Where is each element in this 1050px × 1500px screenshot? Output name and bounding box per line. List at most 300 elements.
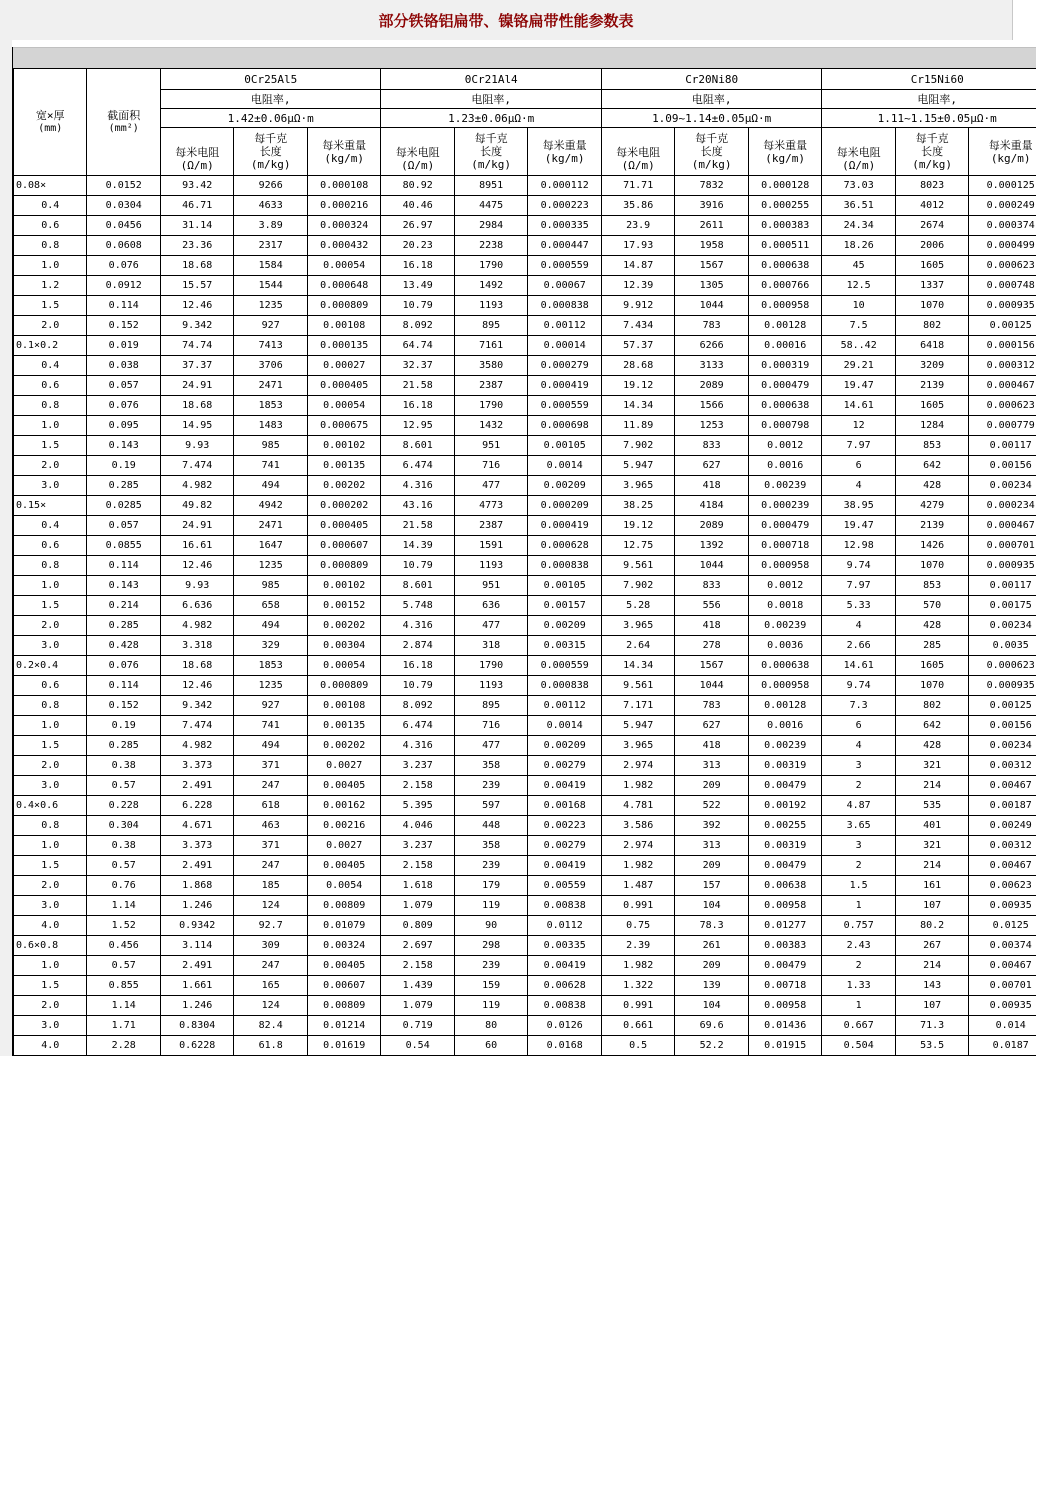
value-cell: 4.316 (381, 736, 454, 756)
table-row (14, 556, 1037, 576)
value-cell: 618 (234, 796, 307, 816)
value-cell: 4.87 (822, 796, 895, 816)
value-cell: 14.34 (601, 396, 674, 416)
table-row (14, 796, 1037, 816)
value-cell: 401 (895, 816, 968, 836)
value-cell: 2.974 (601, 756, 674, 776)
value-cell: 358 (454, 836, 527, 856)
value-cell: 13.49 (381, 276, 454, 296)
value-cell: 0.000255 (748, 196, 822, 216)
value-cell: 37.37 (160, 356, 233, 376)
value-cell: 1.246 (160, 996, 233, 1016)
table-row (14, 936, 1037, 956)
value-cell: 49.82 (160, 496, 233, 516)
value-cell: 951 (454, 436, 527, 456)
size-cell: 1.0 (14, 416, 87, 436)
value-cell: 3.373 (160, 756, 233, 776)
value-cell: 247 (234, 776, 307, 796)
value-cell: 0.667 (822, 1016, 895, 1036)
sub-header-length (234, 128, 307, 176)
value-cell: 124 (234, 996, 307, 1016)
table-row (14, 776, 1037, 796)
value-cell: 32.37 (381, 356, 454, 376)
size-cell: 3.0 (14, 896, 87, 916)
sub-header-weight (969, 128, 1036, 176)
value-cell: 143 (895, 976, 968, 996)
value-cell: 9.93 (160, 436, 233, 456)
value-cell: 5.748 (381, 596, 454, 616)
table-row (14, 856, 1037, 876)
sub-header-resistance (160, 128, 233, 176)
value-cell: 247 (234, 956, 307, 976)
table-viewport (13, 68, 1036, 1056)
value-cell: 0.00112 (528, 316, 602, 336)
value-cell: 895 (454, 696, 527, 716)
left-gutter (0, 40, 12, 1056)
size-cell: 1.5 (14, 856, 87, 876)
size-cell: 0.6 (14, 376, 87, 396)
value-cell: 45 (822, 256, 895, 276)
table-row (14, 456, 1037, 476)
value-cell: 80 (454, 1016, 527, 1036)
grade-header-4: Cr15Ni60 (822, 69, 1036, 90)
value-cell: 80.2 (895, 916, 968, 936)
value-cell: 19.12 (601, 516, 674, 536)
value-cell: 0.000249 (969, 196, 1036, 216)
value-cell: 1605 (895, 396, 968, 416)
value-cell: 642 (895, 456, 968, 476)
value-cell: 38.95 (822, 496, 895, 516)
sub-header-weight (307, 128, 381, 176)
value-cell: 0.00234 (969, 736, 1036, 756)
value-cell: 716 (454, 456, 527, 476)
value-cell: 0.00202 (307, 476, 381, 496)
value-cell: 0.00467 (969, 856, 1036, 876)
value-cell: 2387 (454, 516, 527, 536)
value-cell: 57.37 (601, 336, 674, 356)
value-cell: 1193 (454, 556, 527, 576)
value-cell: 60 (454, 1036, 527, 1056)
value-cell: 6266 (675, 336, 748, 356)
value-cell: 570 (895, 596, 968, 616)
sub-header-weight-unit: (kg/m) (990, 151, 1031, 165)
area-cell: 0.0912 (87, 276, 160, 296)
value-cell: 0.0187 (969, 1036, 1036, 1056)
value-cell: 7.434 (601, 316, 674, 336)
table-row (14, 296, 1037, 316)
value-cell: 2.491 (160, 956, 233, 976)
resistivity-value-1: 1.42±0.06μΩ·m (160, 109, 380, 128)
value-cell: 0.01277 (748, 916, 822, 936)
value-cell: 0.000467 (969, 376, 1036, 396)
value-cell: 0.00187 (969, 796, 1036, 816)
value-cell: 0.000374 (969, 216, 1036, 236)
value-cell: 1044 (675, 676, 748, 696)
value-cell: 5.28 (601, 596, 674, 616)
sub-header-length (454, 128, 527, 176)
value-cell: 239 (454, 956, 527, 976)
value-cell: 0.00315 (528, 636, 602, 656)
value-cell: 1.079 (381, 996, 454, 1016)
value-cell: 14.95 (160, 416, 233, 436)
value-cell: 3706 (234, 356, 307, 376)
value-cell: 0.00419 (528, 856, 602, 876)
value-cell: 69.6 (675, 1016, 748, 1036)
value-cell: 18.68 (160, 256, 233, 276)
value-cell: 43.16 (381, 496, 454, 516)
value-cell: 0.00935 (969, 996, 1036, 1016)
value-cell: 0.000935 (969, 676, 1036, 696)
value-cell: 0.0126 (528, 1016, 602, 1036)
value-cell: 0.0168 (528, 1036, 602, 1056)
value-cell: 1.5 (822, 876, 895, 896)
value-cell: 0.00117 (969, 576, 1036, 596)
value-cell: 321 (895, 756, 968, 776)
value-cell: 1044 (675, 296, 748, 316)
value-cell: 7.97 (822, 576, 895, 596)
size-cell: 3.0 (14, 1016, 87, 1036)
sub-header-length-label-1: 每千克 (915, 132, 949, 145)
value-cell: 0.00156 (969, 456, 1036, 476)
value-cell: 2.158 (381, 956, 454, 976)
value-cell: 4773 (454, 496, 527, 516)
value-cell: 0.00162 (307, 796, 381, 816)
value-cell: 0.0125 (969, 916, 1036, 936)
value-cell: 2.158 (381, 776, 454, 796)
sub-header-resistance (381, 128, 454, 176)
value-cell: 0.000809 (307, 556, 381, 576)
value-cell: 2.874 (381, 636, 454, 656)
value-cell: 12.46 (160, 296, 233, 316)
value-cell: 0.00054 (307, 256, 381, 276)
value-cell: 107 (895, 996, 968, 1016)
area-cell: 0.0855 (87, 536, 160, 556)
table-row (14, 836, 1037, 856)
value-cell: 9266 (234, 176, 307, 196)
value-cell: 0.00718 (748, 976, 822, 996)
value-cell: 74.74 (160, 336, 233, 356)
value-cell: 3 (822, 836, 895, 856)
value-cell: 8.092 (381, 696, 454, 716)
value-cell: 239 (454, 856, 527, 876)
table-row (14, 216, 1037, 236)
value-cell: 7.5 (822, 316, 895, 336)
value-cell: 9.74 (822, 556, 895, 576)
value-cell: 23.9 (601, 216, 674, 236)
value-cell: 38.25 (601, 496, 674, 516)
sub-header-resistance-label: 每米电阻 (175, 145, 220, 159)
value-cell: 1492 (454, 276, 527, 296)
size-cell: 3.0 (14, 476, 87, 496)
value-cell: 0.000128 (748, 176, 822, 196)
value-cell: 927 (234, 696, 307, 716)
value-cell: 0.000638 (748, 396, 822, 416)
header-row-resistivity-label (14, 90, 1037, 109)
value-cell: 1.661 (160, 976, 233, 996)
table-row (14, 636, 1037, 656)
value-cell: 0.00335 (528, 936, 602, 956)
value-cell: 0.00809 (307, 996, 381, 1016)
value-cell: 1.982 (601, 776, 674, 796)
sub-header-resistance-unit: (Ω/m) (401, 158, 435, 172)
sub-header-length-unit: (m/kg) (912, 158, 953, 171)
value-cell: 448 (454, 816, 527, 836)
value-cell: 0.000935 (969, 296, 1036, 316)
value-cell: 1235 (234, 676, 307, 696)
area-cell: 0.019 (87, 336, 160, 356)
value-cell: 2.697 (381, 936, 454, 956)
value-cell: 18.68 (160, 656, 233, 676)
value-cell: 0.6228 (160, 1036, 233, 1056)
table-row (14, 236, 1037, 256)
value-cell: 14.61 (822, 656, 895, 676)
resistivity-value-3: 1.09~1.14±0.05μΩ·m (601, 109, 821, 128)
value-cell: 0.5 (601, 1036, 674, 1056)
area-cell: 0.57 (87, 776, 160, 796)
table-row (14, 476, 1037, 496)
value-cell: 1.079 (381, 896, 454, 916)
value-cell: 1235 (234, 556, 307, 576)
area-cell: 0.855 (87, 976, 160, 996)
value-cell: 0.000958 (748, 676, 822, 696)
value-cell: 0.00112 (528, 696, 602, 716)
sub-header-length-label-2: 长度 (480, 145, 503, 158)
value-cell: 12.75 (601, 536, 674, 556)
value-cell: 0.00209 (528, 736, 602, 756)
value-cell: 185 (234, 876, 307, 896)
value-cell: 0.000838 (528, 296, 602, 316)
value-cell: 12.46 (160, 676, 233, 696)
value-cell: 0.00559 (528, 876, 602, 896)
value-cell: 209 (675, 956, 748, 976)
value-cell: 46.71 (160, 196, 233, 216)
value-cell: 4 (822, 476, 895, 496)
value-cell: 0.00809 (307, 896, 381, 916)
value-cell: 9.93 (160, 576, 233, 596)
value-cell: 78.3 (675, 916, 748, 936)
value-cell: 7.171 (601, 696, 674, 716)
value-cell: 9.912 (601, 296, 674, 316)
value-cell: 0.00117 (969, 436, 1036, 456)
value-cell: 161 (895, 876, 968, 896)
value-cell: 6.228 (160, 796, 233, 816)
value-cell: 11.89 (601, 416, 674, 436)
size-cell: 2.0 (14, 616, 87, 636)
sub-header-resistance-unit: (Ω/m) (180, 158, 214, 172)
table-row (14, 716, 1037, 736)
value-cell: 0.00312 (969, 836, 1036, 856)
value-cell: 214 (895, 956, 968, 976)
value-cell: 0.000335 (528, 216, 602, 236)
size-cell: 1.2 (14, 276, 87, 296)
value-cell: 0.00209 (528, 616, 602, 636)
value-cell: 12.95 (381, 416, 454, 436)
value-cell: 783 (675, 316, 748, 336)
value-cell: 9.74 (822, 676, 895, 696)
value-cell: 1 (822, 996, 895, 1016)
size-header-unit: (mm) (38, 123, 63, 134)
value-cell: 12.46 (160, 556, 233, 576)
value-cell: 2139 (895, 376, 968, 396)
value-cell: 741 (234, 456, 307, 476)
value-cell: 0.000648 (307, 276, 381, 296)
size-cell: 1.5 (14, 596, 87, 616)
value-cell: 418 (675, 476, 748, 496)
sub-header-length-label-1: 每千克 (695, 132, 729, 145)
value-cell: 3.586 (601, 816, 674, 836)
value-cell: 463 (234, 816, 307, 836)
value-cell: 10.79 (381, 676, 454, 696)
area-cell: 0.428 (87, 636, 160, 656)
value-cell: 833 (675, 576, 748, 596)
table-row (14, 256, 1037, 276)
value-cell: 4942 (234, 496, 307, 516)
size-cell: 4.0 (14, 1036, 87, 1056)
value-cell: 0.000779 (969, 416, 1036, 436)
value-cell: 21.58 (381, 376, 454, 396)
value-cell: 1253 (675, 416, 748, 436)
value-cell: 985 (234, 576, 307, 596)
value-cell: 636 (454, 596, 527, 616)
value-cell: 0.00054 (307, 656, 381, 676)
size-cell: 0.4×0.6 (14, 796, 87, 816)
value-cell: 0.00128 (748, 696, 822, 716)
value-cell: 0.00152 (307, 596, 381, 616)
value-cell: 1790 (454, 396, 527, 416)
value-cell: 1432 (454, 416, 527, 436)
value-cell: 783 (675, 696, 748, 716)
value-cell: 4012 (895, 196, 968, 216)
value-cell: 0.00108 (307, 696, 381, 716)
sub-header-resistance-label: 每米电阻 (836, 145, 881, 159)
value-cell: 0.0036 (748, 636, 822, 656)
value-cell: 0.000419 (528, 516, 602, 536)
value-cell: 19.47 (822, 376, 895, 396)
value-cell: 104 (675, 996, 748, 1016)
size-cell: 3.0 (14, 636, 87, 656)
size-cell: 0.4 (14, 196, 87, 216)
value-cell: 0.000432 (307, 236, 381, 256)
value-cell: 61.8 (234, 1036, 307, 1056)
value-cell: 0.000135 (307, 336, 381, 356)
value-cell: 10.79 (381, 296, 454, 316)
resistivity-label-2: 电阻率, (381, 90, 601, 109)
area-cell: 0.0608 (87, 236, 160, 256)
value-cell: 0.01915 (748, 1036, 822, 1056)
size-cell: 0.8 (14, 396, 87, 416)
area-cell: 0.076 (87, 656, 160, 676)
value-cell: 2.491 (160, 776, 233, 796)
value-cell: 0.000156 (969, 336, 1036, 356)
area-cell: 0.19 (87, 716, 160, 736)
area-cell: 0.114 (87, 676, 160, 696)
value-cell: 4.982 (160, 616, 233, 636)
sub-header-resistance-unit: (Ω/m) (842, 158, 876, 172)
value-cell: 0.000675 (307, 416, 381, 436)
value-cell: 4475 (454, 196, 527, 216)
value-cell: 658 (234, 596, 307, 616)
value-cell: 418 (675, 616, 748, 636)
value-cell: 0.00175 (969, 596, 1036, 616)
area-cell: 0.285 (87, 736, 160, 756)
value-cell: 0.00419 (528, 956, 602, 976)
area-cell: 0.304 (87, 816, 160, 836)
value-cell: 1070 (895, 556, 968, 576)
value-cell: 0.00628 (528, 976, 602, 996)
value-cell: 318 (454, 636, 527, 656)
area-cell: 0.152 (87, 696, 160, 716)
value-cell: 0.00324 (307, 936, 381, 956)
size-cell: 1.0 (14, 576, 87, 596)
value-cell: 1605 (895, 256, 968, 276)
value-cell: 0.00607 (307, 976, 381, 996)
area-cell: 0.0285 (87, 496, 160, 516)
value-cell: 0.000324 (307, 216, 381, 236)
sub-header-length (895, 128, 968, 176)
value-cell: 0.00467 (969, 776, 1036, 796)
value-cell: 1392 (675, 536, 748, 556)
table-row (14, 376, 1037, 396)
value-cell: 298 (454, 936, 527, 956)
table-row (14, 336, 1037, 356)
value-cell: 0.00108 (307, 316, 381, 336)
area-cell: 1.52 (87, 916, 160, 936)
value-cell: 0.00239 (748, 476, 822, 496)
value-cell: 6 (822, 716, 895, 736)
value-cell: 26.97 (381, 216, 454, 236)
area-cell: 0.76 (87, 876, 160, 896)
value-cell: 0.00279 (528, 756, 602, 776)
table-row (14, 616, 1037, 636)
table-row (14, 916, 1037, 936)
value-cell: 0.00135 (307, 456, 381, 476)
value-cell: 159 (454, 976, 527, 996)
value-cell: 0.000623 (969, 256, 1036, 276)
value-cell: 23.36 (160, 236, 233, 256)
spec-table (13, 68, 1036, 1056)
value-cell: 9.561 (601, 676, 674, 696)
value-cell: 0.000638 (748, 256, 822, 276)
value-cell: 3209 (895, 356, 968, 376)
value-cell: 0.0054 (307, 876, 381, 896)
value-cell: 214 (895, 776, 968, 796)
value-cell: 90 (454, 916, 527, 936)
value-cell: 4.982 (160, 736, 233, 756)
value-cell: 7.474 (160, 456, 233, 476)
value-cell: 0.00838 (528, 896, 602, 916)
value-cell: 29.21 (822, 356, 895, 376)
value-cell: 165 (234, 976, 307, 996)
sub-header-resistance-label: 每米电阻 (395, 145, 440, 159)
value-cell: 4 (822, 616, 895, 636)
size-cell: 1.0 (14, 836, 87, 856)
value-cell: 0.000958 (748, 296, 822, 316)
sub-header-weight-unit: (kg/m) (765, 151, 806, 165)
value-cell: 853 (895, 436, 968, 456)
value-cell: 0.00102 (307, 576, 381, 596)
value-cell: 8023 (895, 176, 968, 196)
value-cell: 12.39 (601, 276, 674, 296)
value-cell: 3.65 (822, 816, 895, 836)
value-cell: 285 (895, 636, 968, 656)
value-cell: 358 (454, 756, 527, 776)
value-cell: 2139 (895, 516, 968, 536)
value-cell: 309 (234, 936, 307, 956)
value-cell: 1584 (234, 256, 307, 276)
value-cell: 0.00319 (748, 756, 822, 776)
value-cell: 1.868 (160, 876, 233, 896)
table-row (14, 1036, 1037, 1056)
